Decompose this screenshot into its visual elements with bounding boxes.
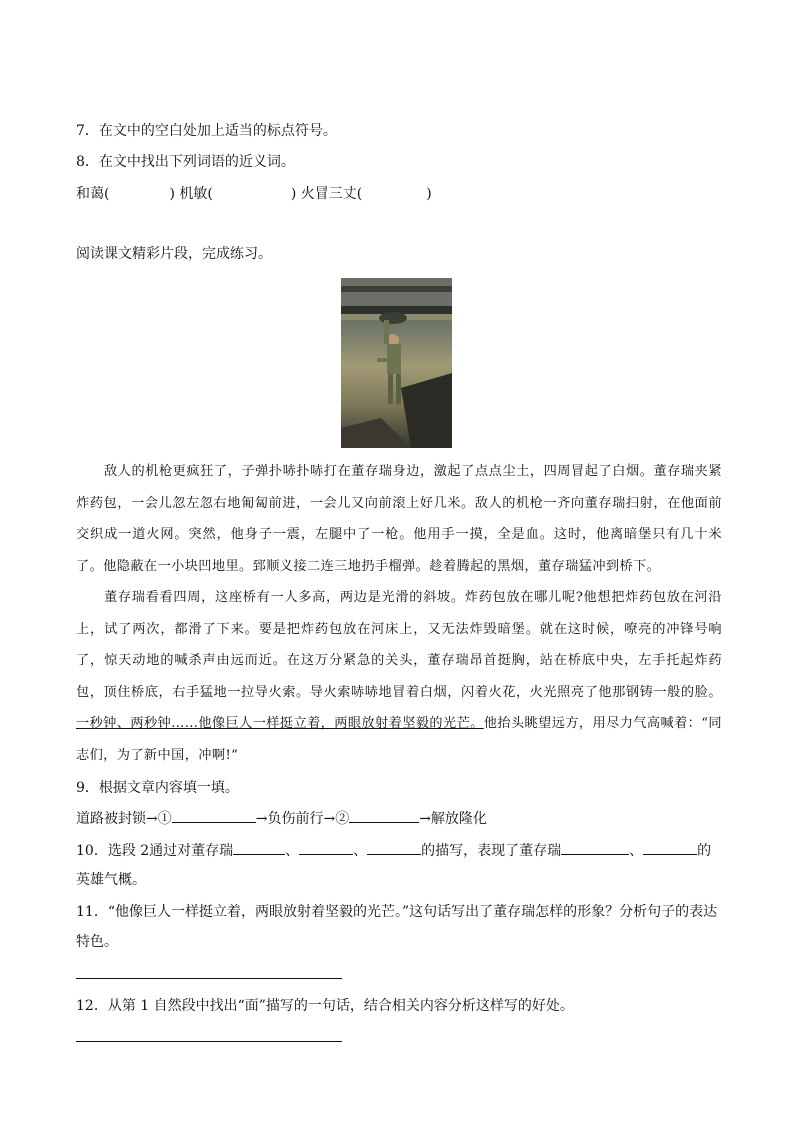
- reading-intro: 阅读课文精彩片段，完成练习。: [76, 246, 272, 262]
- question-11: 11．“他像巨人一样挺立着，两眼放射着坚毅的光芒。”这句话写出了董存瑞怎样的形象？分析句子的表达: [76, 904, 718, 920]
- word-3: 火冒三丈(: [300, 186, 363, 202]
- word-1: 和蔼(: [76, 186, 110, 202]
- blank-quality-2[interactable]: [643, 840, 697, 855]
- underlined-sentence: 一秒钟、两秒钟……他像巨人一样挺立着，两眼放射着坚毅的光芒。: [76, 716, 484, 732]
- synonym-blanks: 和蔼( ) 机敏( ) 火冒三丈( ): [76, 186, 432, 202]
- blank-2[interactable]: [349, 808, 419, 823]
- answer-line-11[interactable]: [76, 978, 342, 979]
- question-7: 7．在文中的空白处加上适当的标点符号。: [76, 123, 337, 139]
- question-8: 8．在文中找出下列词语的近义词。: [76, 154, 295, 170]
- question-9-flow: 道路被封锁→① →负伤前行→② →解放隆化: [76, 808, 487, 829]
- answer-line-12[interactable]: [76, 1041, 342, 1042]
- question-10: 10．选段 2通过对董存瑞 、 、 的描写，表现了董存瑞 、 的: [76, 840, 711, 861]
- soldier-illustration: [341, 278, 452, 448]
- blank-description-3[interactable]: [367, 840, 421, 855]
- passage-paragraph-1: 敌人的机枪更疯狂了，子弹扑哧扑哧打在董存瑞身边，激起了点点尘土，四周冒起了白烟。董存瑞夹紧炸药包，一会儿忽左忽右地匍匐前进，一会儿又向前滚上好几米。敌人的机枪一齐向董存瑞扫射，在他面前交织成一道火网。突然，他身子一震，左腿中了一枪。他用手一摸，全是血。这时，他离暗堡只有几十米了。他隐蔽在一小块凹地里。郅顺义接二连三地扔手榴弹。趁着腾起的黑烟，董存瑞猛冲到桥下。: [76, 464, 722, 574]
- blank-1[interactable]: [172, 808, 256, 823]
- question-12: 12．从第 1 自然段中找出“面”描写的一句话，结合相关内容分析这样写的好处。: [76, 998, 574, 1014]
- blank-quality-1[interactable]: [561, 840, 629, 855]
- question-11-continued: 特色。: [76, 934, 118, 950]
- passage-paragraph-2: 董存瑞看看四周，这座桥有一人多高，两边是光滑的斜坡。炸药包放在哪儿呢?他想把炸药包放在河沿上，试了两次，都滑了下来。要是把炸药包放在河床上，又无法炸毁暗堡。就在这时候，嘹亮的冲锋号响了，惊天动地的喊杀声由远而近。在这万分紧急的关头，董存瑞昂首挺胸，站在桥底中央，左手托起炸药包，顶住桥底，右手猛地一拉导火索。导火索哧哧地冒着白烟，闪着火花，火光照亮了他那钢铸一般的脸。一秒钟、两秒钟……他像巨人一样挺立着，两眼放射着坚毅的光芒。他抬头眺望远方，用尽力气高喊着：“同志们，为了新中国，冲啊!”: [76, 590, 722, 763]
- word-2: 机敏(: [179, 186, 213, 202]
- question-10-continued: 英雄气概。: [76, 872, 146, 888]
- question-9: 9．根据文章内容填一填。: [76, 780, 239, 796]
- illustration-image: [341, 278, 452, 448]
- blank-description-1[interactable]: [233, 840, 285, 855]
- blank-description-2[interactable]: [299, 840, 353, 855]
